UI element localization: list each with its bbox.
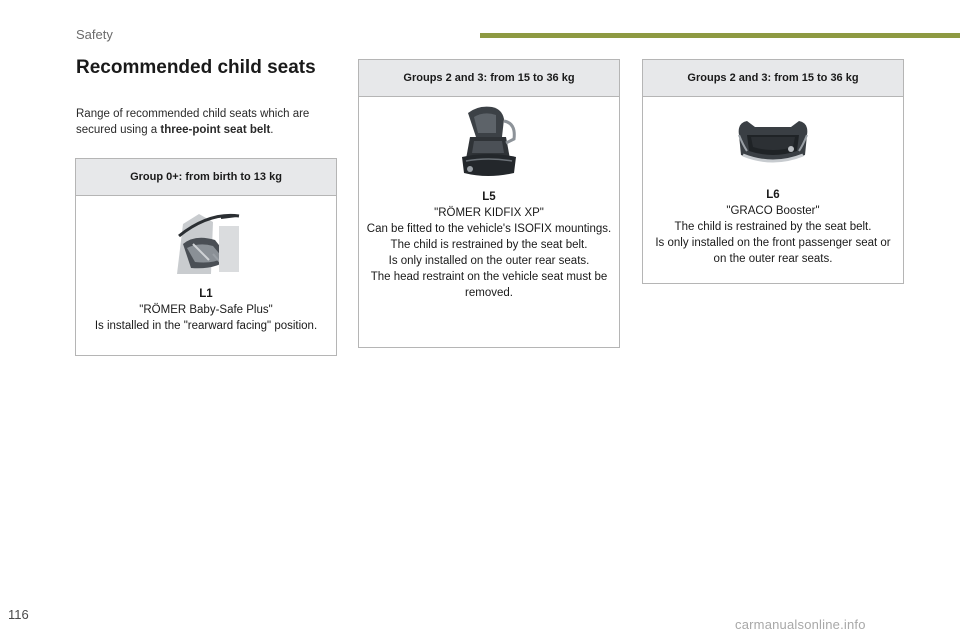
seat-line: Is only installed on the front passenger seat or on the outer rear seats.	[655, 237, 891, 265]
intro-bold: three-point seat belt	[160, 124, 271, 136]
seat-line: "RÖMER KIDFIX XP"	[434, 207, 544, 219]
section-accent-bar	[480, 33, 960, 38]
seat-code: L6	[766, 189, 780, 201]
seat-line: "RÖMER Baby-Safe Plus"	[139, 304, 273, 316]
seat-group-header: Groups 2 and 3: from 15 to 36 kg	[643, 60, 903, 97]
seat-line: The head restraint on the vehicle seat must be removed.	[370, 271, 608, 299]
watermark: carmanualsonline.info	[735, 617, 866, 632]
seat-card-l5	[358, 59, 620, 348]
seat-line: "GRACO Booster"	[726, 205, 820, 217]
seat-group-header: Groups 2 and 3: from 15 to 36 kg	[359, 60, 619, 97]
seat-line: Can be fitted to the vehicle's ISOFIX mountings.	[366, 223, 612, 235]
infant-carrier-icon	[76, 204, 336, 282]
seat-description	[76, 286, 336, 334]
section-label: Safety	[76, 27, 113, 42]
intro-suffix: .	[270, 124, 274, 136]
seat-line: The child is restrained by the seat belt.	[390, 239, 588, 251]
seat-card-l6	[642, 59, 904, 284]
seat-code: L5	[482, 191, 496, 203]
seat-card-l1	[75, 158, 337, 356]
seat-line: The child is restrained by the seat belt.	[674, 221, 872, 233]
seat-code: L1	[199, 288, 213, 300]
intro-prefix: Range of recommended child seats which are secured using a	[76, 108, 310, 136]
seat-description	[643, 187, 903, 267]
booster-cushion-icon	[643, 115, 903, 175]
highback-booster-icon	[359, 103, 619, 181]
seat-line: Is installed in the "rearward facing" position.	[94, 320, 318, 332]
page-title: Recommended child seats	[76, 57, 316, 78]
seat-description	[359, 189, 619, 301]
intro-text	[76, 106, 338, 138]
seat-group-header: Group 0+: from birth to 13 kg	[76, 159, 336, 196]
page-number: 116	[8, 607, 29, 622]
seat-line: Is only installed on the outer rear seats.	[388, 255, 590, 267]
